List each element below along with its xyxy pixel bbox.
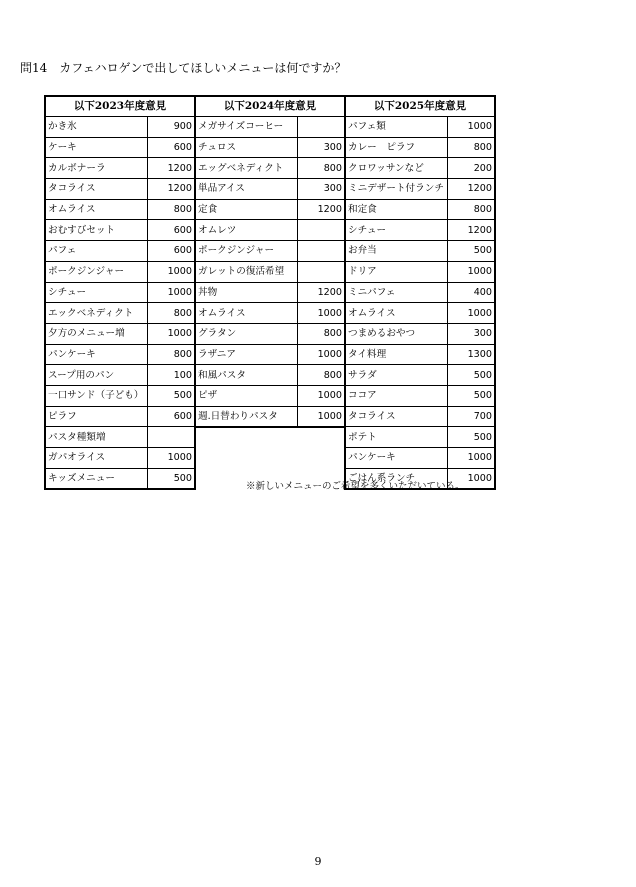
menu-item-name: おむすびセット xyxy=(45,220,147,241)
menu-item-price: 500 xyxy=(447,241,495,262)
table-row xyxy=(345,448,495,469)
menu-item-name: サラダ xyxy=(345,365,447,386)
menu-item-name: クロワッサンなど xyxy=(345,158,447,179)
menu-item-price xyxy=(297,241,345,262)
menu-item-price: 1000 xyxy=(447,448,495,469)
table-row xyxy=(195,406,345,427)
menu-item-price: 800 xyxy=(147,344,195,365)
page-number: 9 xyxy=(314,855,322,868)
table-row xyxy=(345,158,495,179)
menu-item-name: かき氷 xyxy=(45,117,147,138)
menu-item-price: 300 xyxy=(297,137,345,158)
table-row xyxy=(45,241,195,262)
table-2023 xyxy=(44,95,196,490)
table-row xyxy=(345,241,495,262)
menu-item-price xyxy=(147,427,195,448)
menu-item-price: 800 xyxy=(447,137,495,158)
menu-item-name: ピザ xyxy=(195,385,297,406)
menu-item-name: ピラフ xyxy=(45,406,147,427)
menu-item-price: 200 xyxy=(447,158,495,179)
table-row xyxy=(45,385,195,406)
menu-item-name: チュロス xyxy=(195,137,297,158)
menu-item-price xyxy=(297,220,345,241)
menu-item-price: 800 xyxy=(147,303,195,324)
menu-item-name: 丼物 xyxy=(195,282,297,303)
table-header: 以下2025年度意見 xyxy=(345,96,495,117)
menu-item-price: 400 xyxy=(447,282,495,303)
table-row xyxy=(345,220,495,241)
menu-item-name: グラタン xyxy=(195,323,297,344)
menu-item-name: エッグベネディクト xyxy=(195,158,297,179)
table-row xyxy=(195,137,345,158)
table-row xyxy=(45,448,195,469)
menu-item-price: 600 xyxy=(147,220,195,241)
table-row xyxy=(345,385,495,406)
menu-item-name: 和定食 xyxy=(345,199,447,220)
menu-item-name: ポークジンジャー xyxy=(195,241,297,262)
table-row xyxy=(345,199,495,220)
table-row xyxy=(45,303,195,324)
table-row xyxy=(195,220,345,241)
menu-item-name: 定食 xyxy=(195,199,297,220)
table-row xyxy=(345,427,495,448)
table-row xyxy=(45,427,195,448)
menu-item-price: 1300 xyxy=(447,344,495,365)
menu-item-price: 300 xyxy=(297,179,345,200)
menu-item-name: オムライス xyxy=(45,199,147,220)
footnote: ※新しいメニューのご希望を多くいただいている。 xyxy=(246,481,465,492)
table-row xyxy=(195,117,345,138)
menu-item-price: 1000 xyxy=(297,344,345,365)
menu-item-name: オムライス xyxy=(195,303,297,324)
menu-item-price: 100 xyxy=(147,365,195,386)
table-row xyxy=(345,261,495,282)
table-row xyxy=(345,179,495,200)
table-row xyxy=(345,282,495,303)
table-row xyxy=(45,220,195,241)
table-header: 以下2023年度意見 xyxy=(45,96,195,117)
menu-item-name: パフェ類 xyxy=(345,117,447,138)
menu-item-price: 1200 xyxy=(447,220,495,241)
table-row xyxy=(195,344,345,365)
table-row xyxy=(345,406,495,427)
menu-item-name: パンケーキ xyxy=(45,344,147,365)
table-row xyxy=(45,158,195,179)
table-row xyxy=(45,199,195,220)
menu-item-price: 300 xyxy=(447,323,495,344)
table-2025 xyxy=(344,95,496,490)
menu-request-tables xyxy=(44,95,496,485)
table-row xyxy=(45,406,195,427)
menu-item-price: 1000 xyxy=(447,117,495,138)
table-row xyxy=(45,323,195,344)
menu-item-price: 800 xyxy=(297,323,345,344)
menu-item-price: 1000 xyxy=(147,448,195,469)
menu-item-price: 1200 xyxy=(147,179,195,200)
table-row xyxy=(45,117,195,138)
menu-item-name: ドリア xyxy=(345,261,447,282)
menu-item-name: キッズメニュー xyxy=(45,468,147,489)
menu-item-name: 夕方のメニュー増 xyxy=(45,323,147,344)
menu-item-name: ミニデザート付ランチ xyxy=(345,179,447,200)
table-header: 以下2024年度意見 xyxy=(195,96,345,117)
menu-item-price: 700 xyxy=(447,406,495,427)
menu-item-price: 1000 xyxy=(447,303,495,324)
menu-item-price: 1000 xyxy=(147,282,195,303)
menu-item-name: 単品アイス xyxy=(195,179,297,200)
menu-item-price: 1000 xyxy=(297,406,345,427)
menu-item-name: オムライス xyxy=(345,303,447,324)
menu-item-name: 週.日替わりパスタ xyxy=(195,406,297,427)
table-row xyxy=(345,365,495,386)
menu-item-price: 500 xyxy=(447,385,495,406)
table-2024 xyxy=(194,95,346,428)
menu-item-name: オムレツ xyxy=(195,220,297,241)
menu-item-price: 800 xyxy=(297,158,345,179)
menu-item-name: タコライス xyxy=(45,179,147,200)
menu-item-price: 1000 xyxy=(297,303,345,324)
table-row xyxy=(195,385,345,406)
question-heading: 問14 カフェハロゲンで出してほしいメニューは何ですか？ xyxy=(20,61,347,75)
menu-item-price: 800 xyxy=(447,199,495,220)
menu-item-name: タコライス xyxy=(345,406,447,427)
menu-item-name: ごはん系ランチ xyxy=(345,468,447,489)
menu-item-name: ミニパフェ xyxy=(345,282,447,303)
menu-item-price xyxy=(297,117,345,138)
menu-item-name: シチュー xyxy=(345,220,447,241)
table-row xyxy=(195,261,345,282)
table-row xyxy=(195,365,345,386)
menu-item-name: パンケーキ xyxy=(345,448,447,469)
menu-item-price: 1000 xyxy=(297,385,345,406)
table-row xyxy=(345,344,495,365)
menu-item-price: 1000 xyxy=(447,468,495,489)
menu-item-price: 1200 xyxy=(297,282,345,303)
menu-item-price: 600 xyxy=(147,241,195,262)
menu-item-price: 800 xyxy=(147,199,195,220)
table-row xyxy=(45,468,195,489)
menu-item-price: 500 xyxy=(447,365,495,386)
menu-item-name: ガレットの復活希望 xyxy=(195,261,297,282)
menu-item-name: お弁当 xyxy=(345,241,447,262)
menu-item-name: カルボナーラ xyxy=(45,158,147,179)
table-row xyxy=(345,117,495,138)
menu-item-price: 1200 xyxy=(297,199,345,220)
table-row xyxy=(195,199,345,220)
menu-item-price: 1000 xyxy=(147,261,195,282)
menu-item-price: 1200 xyxy=(147,158,195,179)
menu-item-name: つまめるおやつ xyxy=(345,323,447,344)
table-row xyxy=(45,137,195,158)
menu-item-name: エックベネディクト xyxy=(45,303,147,324)
table-row xyxy=(45,261,195,282)
menu-item-price: 800 xyxy=(297,365,345,386)
menu-item-price xyxy=(297,261,345,282)
table-row xyxy=(195,323,345,344)
menu-item-price: 1000 xyxy=(147,323,195,344)
menu-item-price: 900 xyxy=(147,117,195,138)
menu-item-price: 1200 xyxy=(447,179,495,200)
menu-item-name: ココア xyxy=(345,385,447,406)
menu-item-name: タイ料理 xyxy=(345,344,447,365)
menu-item-price: 600 xyxy=(147,137,195,158)
menu-item-name: メガサイズコーヒー xyxy=(195,117,297,138)
menu-item-name: ポークジンジャー xyxy=(45,261,147,282)
menu-item-name: シチュー xyxy=(45,282,147,303)
menu-item-name: ガパオライス xyxy=(45,448,147,469)
menu-item-name: ラザニア xyxy=(195,344,297,365)
table-row xyxy=(195,179,345,200)
table-row xyxy=(45,365,195,386)
menu-item-name: ケーキ xyxy=(45,137,147,158)
menu-item-price: 1000 xyxy=(447,261,495,282)
menu-item-name: 和風パスタ xyxy=(195,365,297,386)
table-row xyxy=(45,282,195,303)
table-row xyxy=(45,344,195,365)
menu-item-name: パスタ種類増 xyxy=(45,427,147,448)
table-row xyxy=(195,303,345,324)
menu-item-name: パフェ xyxy=(45,241,147,262)
table-row xyxy=(345,303,495,324)
table-row xyxy=(345,323,495,344)
menu-item-name: カレー ピラフ xyxy=(345,137,447,158)
table-row xyxy=(45,179,195,200)
menu-item-price: 500 xyxy=(147,468,195,489)
menu-item-name: ポテト xyxy=(345,427,447,448)
menu-item-name: 一口サンド（子ども） xyxy=(45,385,147,406)
menu-item-price: 600 xyxy=(147,406,195,427)
menu-item-price: 500 xyxy=(447,427,495,448)
menu-item-name: スープ用のパン xyxy=(45,365,147,386)
table-row xyxy=(195,282,345,303)
table-row xyxy=(195,158,345,179)
menu-item-price: 500 xyxy=(147,385,195,406)
table-row xyxy=(345,137,495,158)
table-row xyxy=(195,241,345,262)
